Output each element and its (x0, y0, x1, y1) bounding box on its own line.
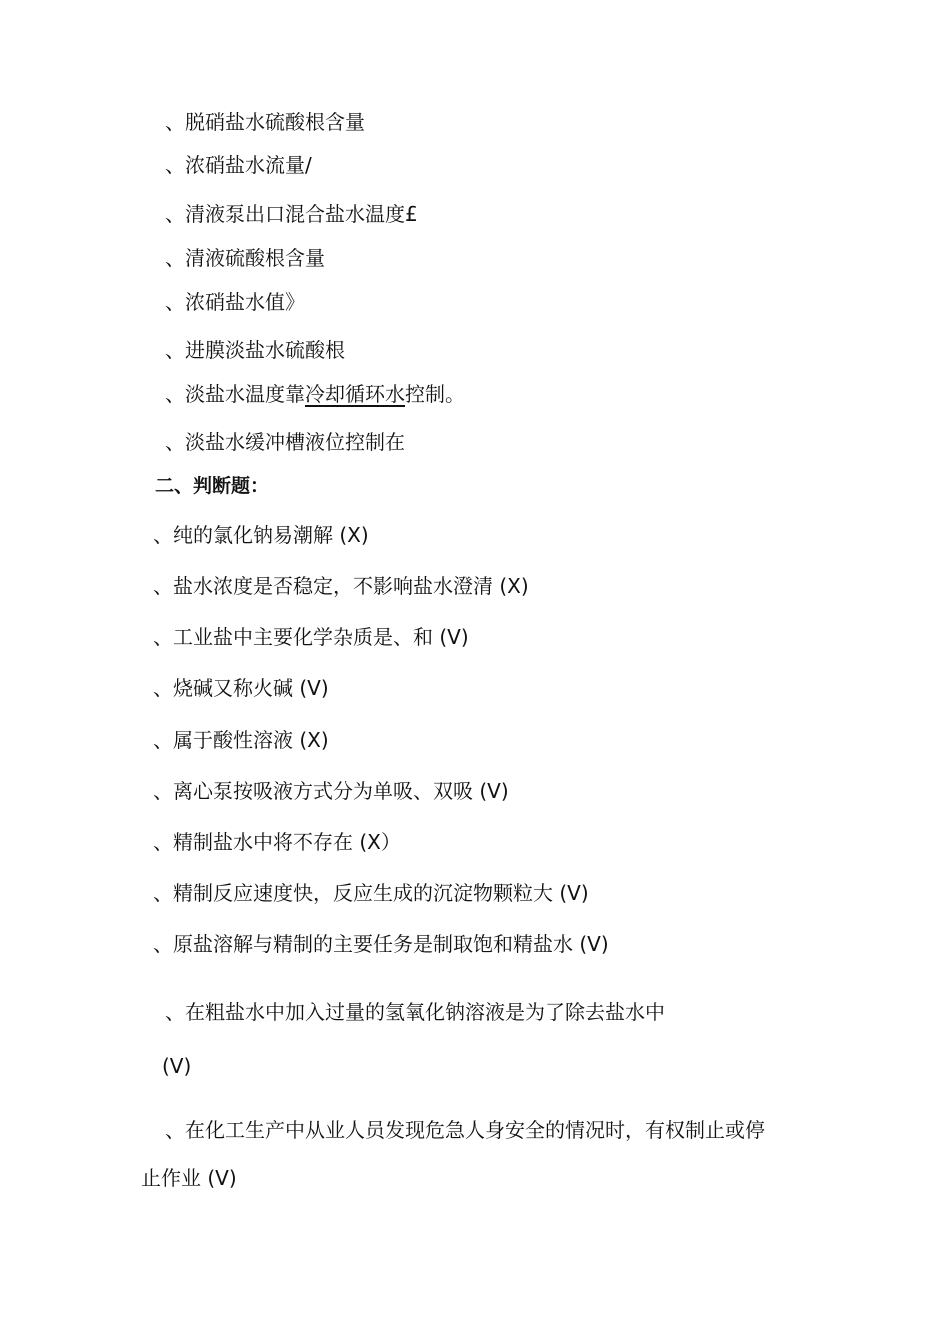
judgement-item-continuation: 止作业 (V) (141, 1166, 237, 1190)
judgement-item: 、离心泵按吸液方式分为单吸、双吸 (V) (153, 779, 509, 803)
fill-in-item: 、浓硝盐水值》 (165, 290, 305, 314)
fill-in-answer: 冷却循环水 (305, 382, 405, 406)
fill-in-item: 、清液泵出口混合盐水温度£ (165, 202, 418, 226)
judgement-item: 、烧碱又称火碱 (V) (153, 676, 329, 700)
fill-in-item: 、浓硝盐水流量/ (165, 153, 312, 177)
fill-in-item: 、淡盐水缓冲槽液位控制在 (165, 430, 405, 454)
judgement-item: 、纯的氯化钠易潮解 (X) (153, 523, 369, 547)
section-heading: 二、判断题： (155, 475, 270, 497)
judgement-item: 、在粗盐水中加入过量的氢氧化钠溶液是为了除去盐水中 (165, 1000, 665, 1024)
fill-in-prefix: 、淡盐水温度靠 (165, 382, 305, 406)
judgement-item: 、工业盐中主要化学杂质是、和 (V) (153, 625, 469, 649)
fill-in-suffix: 控制。 (405, 382, 465, 406)
judgement-answer: (V) (162, 1054, 192, 1078)
judgement-item: 、属于酸性溶液 (X) (153, 728, 329, 752)
fill-in-item: 、进膜淡盐水硫酸根 (165, 338, 345, 362)
judgement-item: 、精制反应速度快，反应生成的沉淀物颗粒大 (V) (153, 881, 589, 905)
fill-in-item: 、脱硝盐水硫酸根含量 (165, 110, 365, 134)
judgement-item: 、原盐溶解与精制的主要任务是制取饱和精盐水 (V) (153, 932, 609, 956)
fill-in-item: 、清液硫酸根含量 (165, 246, 325, 270)
judgement-item: 、盐水浓度是否稳定，不影响盐水澄清 (X) (153, 574, 529, 598)
judgement-item: 、精制盐水中将不存在 (X） (153, 830, 401, 854)
judgement-item: 、在化工生产中从业人员发现危急人身安全的情况时，有权制止或停 (165, 1118, 765, 1142)
fill-in-item (165, 380, 465, 408)
